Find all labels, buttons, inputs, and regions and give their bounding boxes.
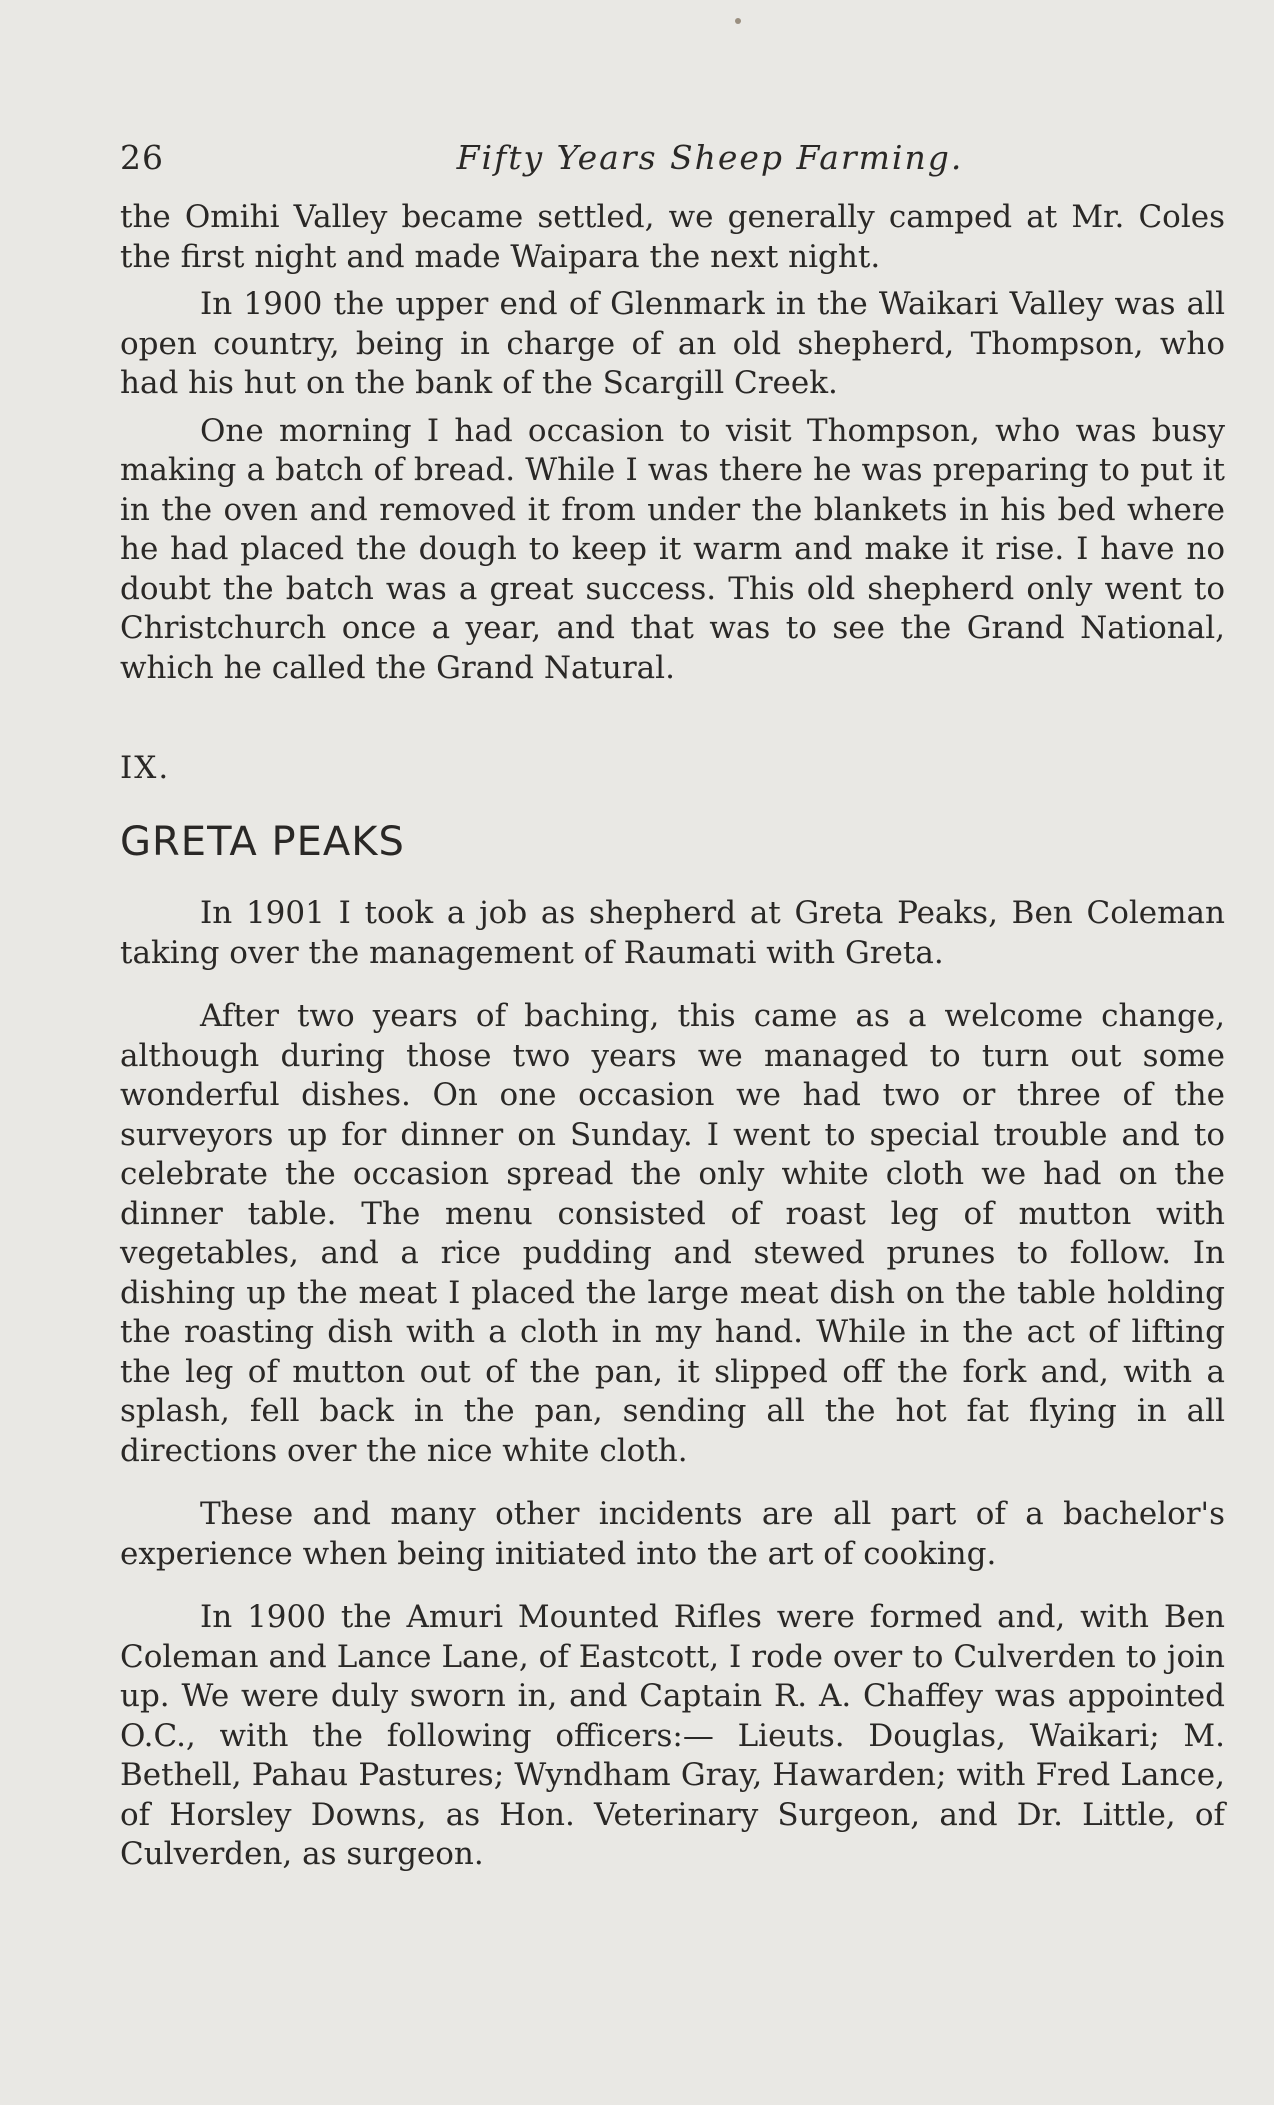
- page-body: [120, 198, 1225, 1875]
- paragraph-bachelor-experience: These and many other incidents are all part of a bachelor's experience when being initiated into the art of cooking.: [120, 1496, 1225, 1572]
- ink-speck: [735, 18, 741, 24]
- paragraph-greta-peaks: In 1901 I took a job as shepherd at Greta Peaks, Ben Coleman taking over the management of Raumati with Greta.: [120, 895, 1225, 971]
- chapter-number: IX.: [120, 750, 171, 786]
- page-header: [120, 138, 1230, 188]
- paragraph-thompson-bread: One morning I had occasion to visit Thompson, who was busy making a batch of bread. While I was there he was preparing to put it in the oven and removed it from under the blankets in his bed where he had placed the dough to keep it warm and make it rise. I have no doubt the batch was a great success. This old shepherd only went to Christchurch once a year, and that was to see the Grand National, which he called the Grand Natural.: [120, 412, 1225, 686]
- paragraph-amuri-rifles: In 1900 the Amuri Mounted Rifles were formed and, with Ben Coleman and Lance Lane, of Eastcott, I rode over to Culverden to join up. We were duly sworn in, and Captain R. A. Chaffey was appointed O.C., with the following officers:— Lieuts. Douglas, Waikari; M. Bethell, Pahau Pastures; Wyndham Gray, Hawarden; with Fred Lance, of Horsley Downs, as Hon. Veterinary Surgeon, and Dr. Little, of Culverden, as surgeon.: [120, 1599, 1225, 1872]
- paragraph-glenmark: In 1900 the upper end of Glenmark in the Waikari Valley was all open country, being in charge of an old shepherd, Thompson, who had his hut on the bank of the Scargill Creek.: [120, 286, 1225, 401]
- paragraph-continued: the Omihi Valley became settled, we generally camped at Mr. Coles the first night and made Waipara the next night.: [120, 199, 1225, 275]
- running-title: Fifty Years Sheep Farming.: [456, 138, 964, 177]
- paragraph-baching: After two years of baching, this came as a welcome change, although during those two years we managed to turn out some wonderful dishes. On one occasion we had two or three of the surveyors up for dinner on Sunday. I went to special trouble and to celebrate the occasion spread the only white cloth we had on the dinner table. The menu consisted of roast leg of mutton with vegetables, and a rice pudding and stewed prunes to follow. In dishing up the meat I placed the large meat dish on the table holding the roasting dish with a cloth in my hand. While in the act of lifting the leg of mutton out of the pan, it slipped off the fork and, with a splash, fell back in the pan, sending all the hot fat flying in all directions over the nice white cloth.: [120, 998, 1225, 1469]
- chapter-title: GRETA PEAKS: [120, 819, 405, 865]
- page-number: 26: [120, 138, 164, 177]
